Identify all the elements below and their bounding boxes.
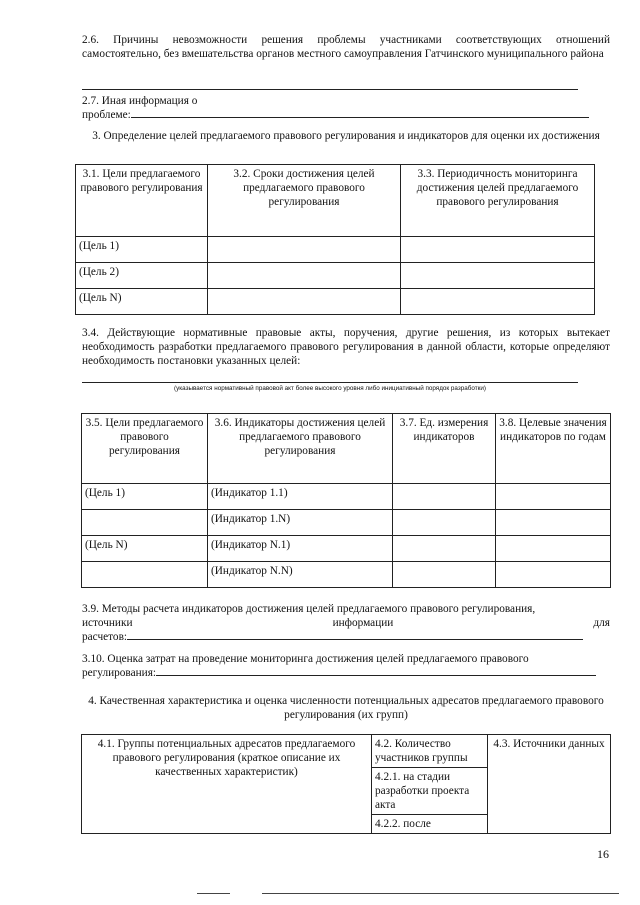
addressees-count-after: 4.2.2. после xyxy=(372,814,487,833)
footer-rule-short xyxy=(197,893,230,894)
goals-header-goals: 3.1. Цели предлагаемого правового регулирования xyxy=(76,165,208,237)
goal-cell: (Цель 2) xyxy=(76,263,208,289)
section-3-4-fill-line xyxy=(82,382,578,383)
goal-cell: (Цель 1) xyxy=(76,237,208,263)
section-3-9-line3 xyxy=(82,630,583,644)
table-row xyxy=(82,536,611,562)
indicators-header-target-values: 3.8. Целевые значения индикаторов по годам xyxy=(496,414,611,484)
section-2-6 xyxy=(82,33,610,61)
goals-header-deadlines: 3.2. Сроки достижения целей предлагаемого правового регулирования xyxy=(208,165,401,237)
goal-cell: (Цель N) xyxy=(76,289,208,315)
section-3-heading: 3. Определение целей предлагаемого правового регулирования и индикаторов для оценки их достижения xyxy=(92,130,600,142)
section-3-4-note: (указывается нормативный правовой акт более высокого уровня либо инициативный порядок разработки) xyxy=(174,385,486,392)
section-2-6-fill-line xyxy=(82,89,578,90)
section-3-9-fill-line xyxy=(127,639,583,640)
section-2-7-line1: 2.7. Иная информация о xyxy=(82,95,198,107)
addressees-groups-header: 4.1. Группы потенциальных адресатов предлагаемого правового регулирования (краткое описание их качественных характеристик) xyxy=(82,735,372,834)
section-3-9-label: расчетов: xyxy=(82,631,128,643)
section-3-9-line2 xyxy=(82,616,610,630)
addressees-sources-header: 4.3. Источники данных xyxy=(488,735,611,834)
section-3-10-fill-line xyxy=(156,675,596,676)
goals-table-header-row xyxy=(76,165,595,237)
addressees-table-row xyxy=(82,735,611,834)
addressees-count-header: 4.2. Количество участников группы xyxy=(375,738,468,764)
indicator-cell: (Индикатор 1.1) xyxy=(208,484,393,510)
section-3-9-word-information: информации xyxy=(332,617,394,629)
addressees-count-cell xyxy=(372,735,488,834)
section-3-4-text: 3.4. Действующие нормативные правовые акты, поручения, другие решения, из которых вытекает необходимость разработки предлагаемого правового регулирования в данной области, которые определяют необходимость постановки указанных целей: xyxy=(82,327,610,367)
section-3-10-line1: 3.10. Оценка затрат на проведение мониторинга достижения целей предлагаемого правового xyxy=(82,653,529,665)
table-row xyxy=(76,237,595,263)
page-number: 16 xyxy=(597,847,609,861)
indicators-table xyxy=(81,413,611,588)
indicators-header-indicators: 3.6. Индикаторы достижения целей предлагаемого правового регулирования xyxy=(208,414,393,484)
section-2-7-line2 xyxy=(82,108,589,122)
goal-cell xyxy=(82,510,208,536)
section-3-9-word-for: для xyxy=(593,617,610,629)
section-4-heading: 4. Качественная характеристика и оценка численности потенциальных адресатов предлагаемого правового регулирования (их групп) xyxy=(88,695,604,721)
section-3-9-word-sources: источники xyxy=(82,617,133,629)
table-row xyxy=(76,289,595,315)
table-row xyxy=(82,562,611,588)
indicators-header-units: 3.7. Ед. измерения индикаторов xyxy=(393,414,496,484)
addressees-table xyxy=(81,734,611,834)
indicator-cell: (Индикатор N.1) xyxy=(208,536,393,562)
indicator-cell: (Индикатор 1.N) xyxy=(208,510,393,536)
section-2-7-fill-line xyxy=(131,117,589,118)
goal-cell xyxy=(82,562,208,588)
indicator-cell: (Индикатор N.N) xyxy=(208,562,393,588)
goals-table xyxy=(75,164,595,315)
section-2-6-text: 2.6. Причины невозможности решения проблемы участниками соответствующих отношений самостоятельно, без вмешательства органов местного самоуправления Гатчинского муниципального района xyxy=(82,34,610,60)
section-3-9-line1: 3.9. Методы расчета индикаторов достижения целей предлагаемого правового регулирования, xyxy=(82,603,536,615)
footer-rule-long xyxy=(262,893,619,894)
indicators-header-goals: 3.5. Цели предлагаемого правового регулирования xyxy=(82,414,208,484)
addressees-count-draft-stage: 4.2.1. на стадии разработки проекта акта xyxy=(372,767,487,814)
goals-header-monitoring: 3.3. Периодичность мониторинга достижения целей предлагаемого правового регулирования xyxy=(401,165,595,237)
table-row xyxy=(82,484,611,510)
section-2-7-label: проблеме: xyxy=(82,109,131,121)
section-3-4 xyxy=(82,326,610,368)
table-row xyxy=(76,263,595,289)
goal-cell: (Цель N) xyxy=(82,536,208,562)
table-row xyxy=(82,510,611,536)
goal-cell: (Цель 1) xyxy=(82,484,208,510)
indicators-table-header-row xyxy=(82,414,611,484)
section-3-10-line2 xyxy=(82,666,596,680)
section-3-10-label: регулирования: xyxy=(82,667,157,679)
